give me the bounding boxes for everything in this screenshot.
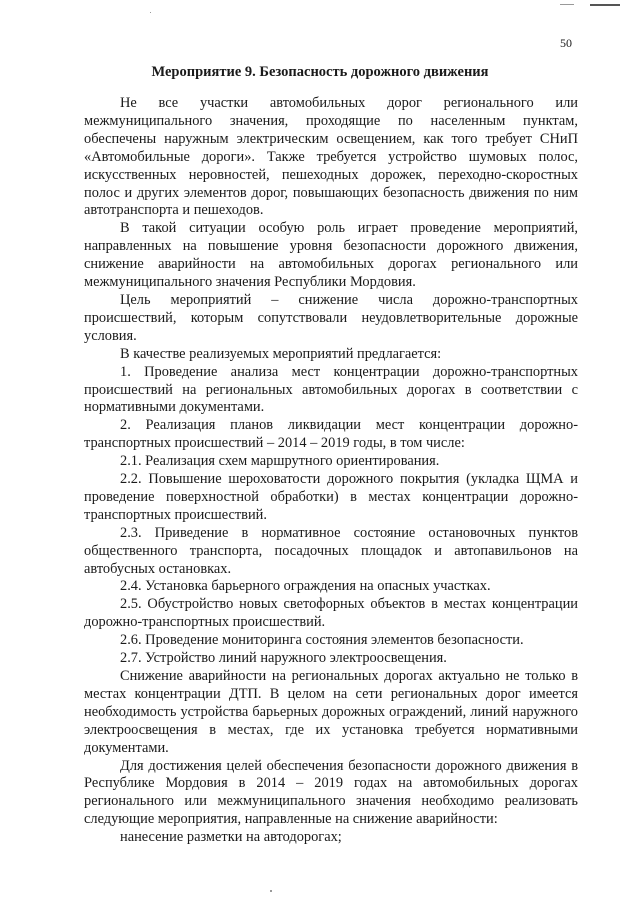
- scan-artifact: [560, 4, 574, 5]
- page-number: 50: [560, 36, 572, 50]
- list-item: 2.6. Проведение мониторинга состояния элементов безопасности.: [120, 632, 524, 649]
- section-title: Мероприятие 9. Безопасность дорожного движения: [151, 64, 489, 80]
- scan-artifact: [150, 12, 151, 13]
- list-item: 2.7. Устройство линий наружного электроосвещения.: [120, 650, 447, 667]
- scan-artifact: [270, 890, 272, 892]
- list-item: 2.5. Обустройство новых светофорных объектов в местах концентрации дорожно-транспортных происшествий.: [84, 596, 578, 631]
- list-item: 2. Реализация планов ликвидации мест концентрации дорожно-транспортных происшествий – 2014 – 2019 годы, в том числе:: [84, 417, 578, 452]
- paragraph: Для достижения целей обеспечения безопасности дорожного движения в Республике Мордовия в 2014 – 2019 годах на автомобильных дорогах регионального или межмуниципального значения необходимо реализовать следующие мероприятия, направленные на снижение аварийности:: [84, 757, 578, 828]
- list-item: 1. Проведение анализа мест концентрации дорожно-транспортных происшествий на региональных автомобильных дорогах в соответствии с нормативными документами.: [84, 363, 578, 416]
- paragraph: Снижение аварийности на региональных дорогах актуально не только в местах концентрации ДТП. В целом на сети региональных дорог имеется необходимость устройства барьерных дорожных ограждений, линий наружного электроосвещения в местах, где их установка требуется нормативными документами.: [84, 668, 578, 756]
- scan-artifact: [590, 4, 620, 6]
- list-item: 2.4. Установка барьерного ограждения на опасных участках.: [120, 578, 491, 595]
- paragraph: В качестве реализуемых мероприятий предлагается:: [120, 345, 442, 362]
- paragraph: Не все участки автомобильных дорог регионального или межмуниципального значения, проходящие по населенным пунктам, обеспечены наружным электрическим освещением, как того требует СНиП «Автомобильные дороги». Также требуется устройство шумовых полос, искусственных неровностей, пешеходных дорожек, переходно-скоростных полос и других элементов дорог, повышающих безопасность движения по ним автотранспорта и пешеходов.: [84, 95, 578, 219]
- list-item: нанесение разметки на автодорогах;: [120, 829, 342, 846]
- paragraph: Цель мероприятий – снижение числа дорожно-транспортных происшествий, которым сопутствовали неудовлетворительные дорожные условия.: [84, 291, 578, 344]
- paragraph: В такой ситуации особую роль играет проведение мероприятий, направленных на повышение уровня безопасности дорожного движения, снижение аварийности на автомобильных дорогах регионального или межмуниципального значения Республики Мордовия.: [84, 220, 578, 291]
- body-text: [84, 95, 578, 847]
- list-item: 2.2. Повышение шероховатости дорожного покрытия (укладка ЩМА и проведение поверхностной обработки) в местах концентрации дорожно-транспортных происшествий.: [84, 471, 578, 523]
- list-item: 2.1. Реализация схем маршрутного ориентирования.: [120, 453, 440, 470]
- list-item: 2.3. Приведение в нормативное состояние остановочных пунктов общественного транспорта, посадочных площадок и автопавильонов на автобусных остановках.: [84, 524, 578, 577]
